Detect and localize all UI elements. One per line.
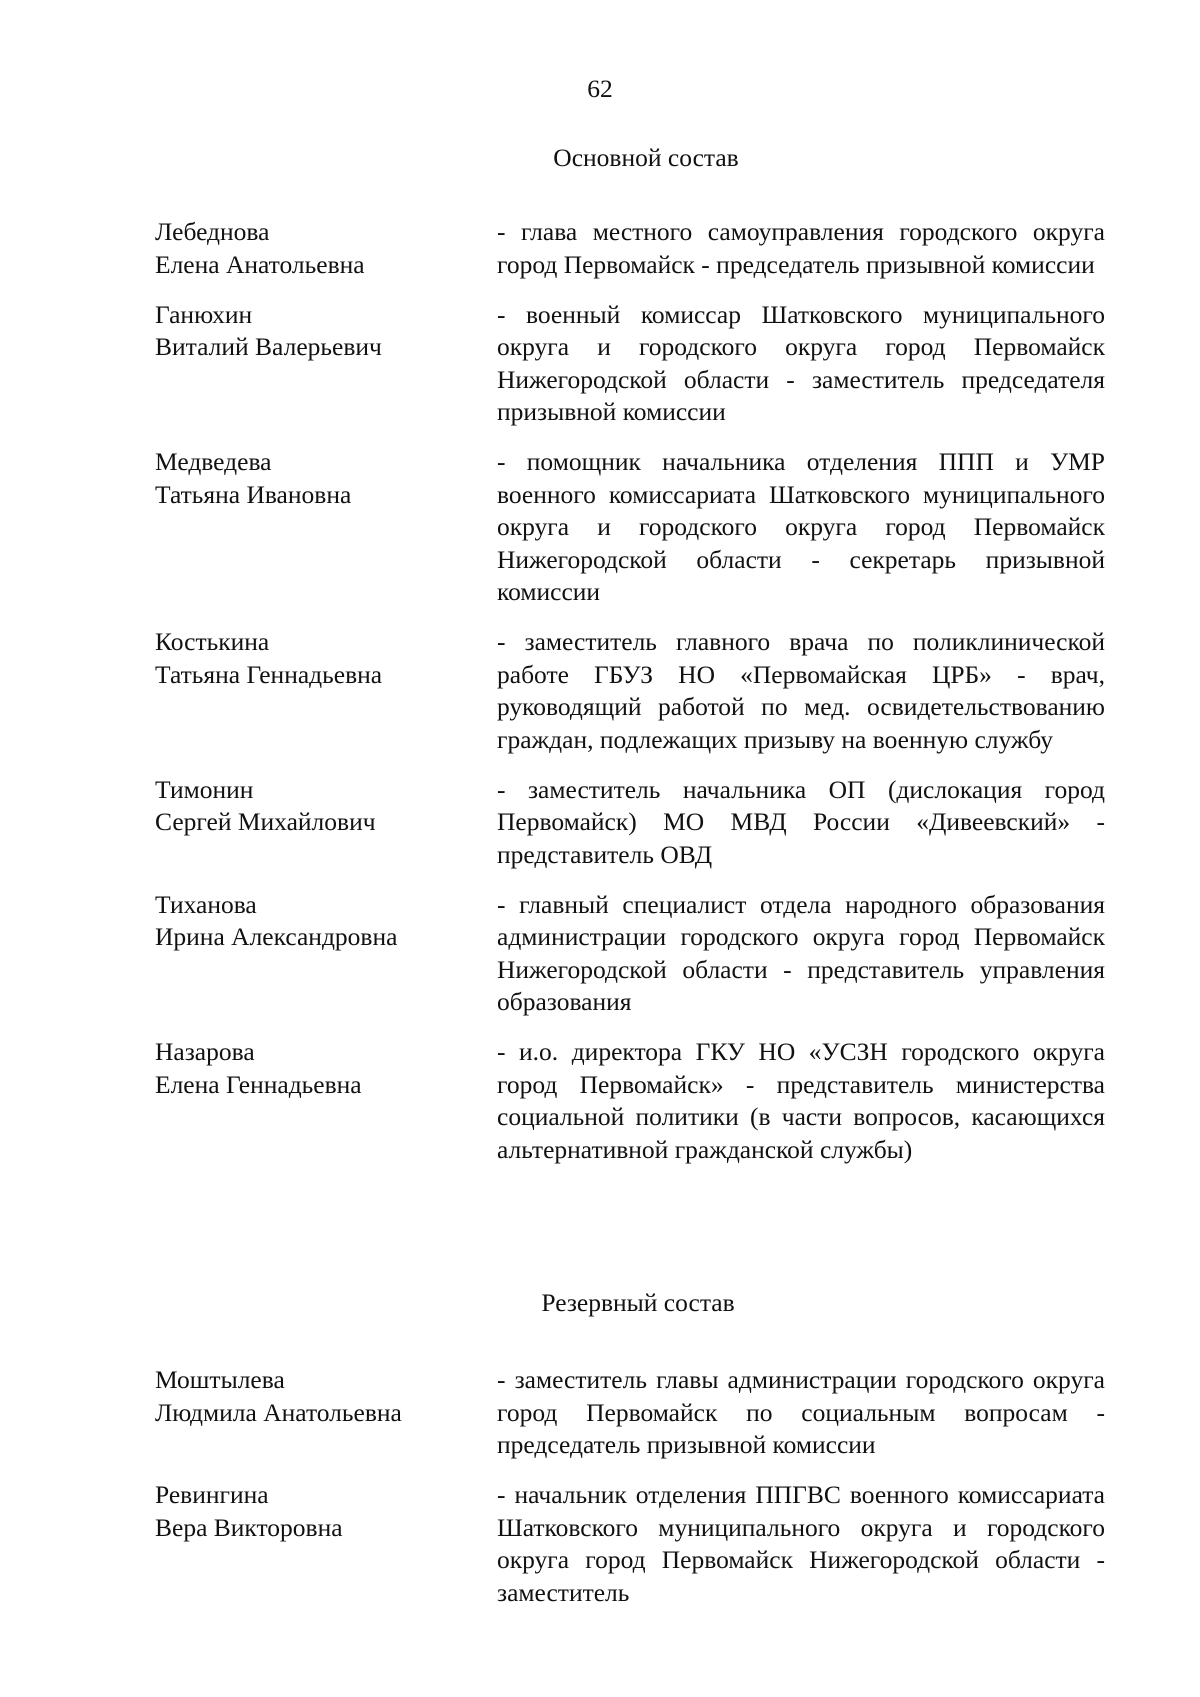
member-name (155, 216, 495, 281)
member-given-names: Виталий Валерьевич (155, 332, 382, 361)
member-role: - помощник начальника отделения ППП и УМР военного комиссариата Шатковского муниципального округа и городского округа город Первомайск Нижегородской области - секретарь призывной комиссии (497, 447, 1105, 606)
page-number: 62 (587, 74, 613, 103)
member-name (155, 1479, 495, 1609)
member-given-names: Татьяна Ивановна (155, 479, 352, 509)
member-role: - заместитель главы администрации городского округа город Первомайск по социальным вопросам - председатель призывной комиссии (497, 1365, 1105, 1459)
member-entry (155, 889, 1110, 1019)
member-entry (155, 1364, 1110, 1462)
member-role: - начальник отделения ППГВС военного комиссариата Шатковского муниципального округа и городского округа город Первомайск Нижегородской области - заместитель (497, 1480, 1105, 1607)
member-entry (155, 216, 1110, 281)
main-members-list (155, 216, 1110, 1184)
member-given-names: Ирина Александровна (155, 922, 398, 951)
member-given-names: Людмила Анатольевна (155, 1397, 402, 1427)
member-name (155, 299, 495, 429)
member-name (155, 889, 495, 1019)
member-name (155, 626, 495, 756)
member-given-names: Елена Геннадьевна (155, 1069, 362, 1099)
member-entry (155, 1036, 1110, 1166)
main-section-title: Основной состав (553, 143, 739, 172)
member-name (155, 1364, 495, 1462)
member-name (155, 774, 495, 872)
member-given-names: Вера Викторовна (155, 1512, 343, 1542)
member-surname: Костькина (155, 627, 270, 656)
member-surname: Лебеднова (155, 217, 270, 246)
member-surname: Медведева (155, 447, 272, 476)
reserve-section-title: Резервный состав (541, 1288, 735, 1317)
member-role: - и.о. директора ГКУ НО «УСЗН городского округа город Первомайск» - представитель министерства социальной политики (в части вопросов, касающихся альтернативной гражданской службы) (497, 1037, 1105, 1164)
member-given-names: Елена Анатольевна (155, 249, 365, 279)
member-surname: Тиханова (155, 889, 257, 919)
member-surname: Назарова (155, 1037, 255, 1066)
member-surname: Тимонин (155, 774, 254, 804)
member-given-names: Сергей Михайлович (155, 807, 376, 836)
member-role: - заместитель начальника ОП (дислокация город Первомайск) МО МВД России «Дивеевский» - представитель ОВД (497, 774, 1105, 869)
member-role: - глава местного самоуправления городского округа город Первомайск - председатель призывной комиссии (497, 217, 1105, 279)
member-surname: Ганюхин (155, 299, 253, 329)
member-role: - заместитель главного врача по поликлинической работе ГБУЗ НО «Первомайская ЦРБ» - врач, руководящий работой по мед. освидетельствованию граждан, подлежащих призыву на военную службу (497, 627, 1105, 754)
member-role: - главный специалист отдела народного образования администрации городского округа город Первомайск Нижегородской области - представитель управления образования (497, 889, 1105, 1016)
member-entry (155, 774, 1110, 872)
member-given-names: Татьяна Геннадьевна (155, 659, 383, 689)
member-entry (155, 446, 1110, 609)
member-name (155, 1036, 495, 1166)
reserve-members-list (155, 1364, 1110, 1627)
member-entry (155, 1479, 1110, 1609)
member-entry (155, 626, 1110, 756)
member-entry (155, 299, 1110, 429)
member-surname: Ревингина (155, 1480, 269, 1509)
member-surname: Моштылева (155, 1365, 285, 1394)
member-role: - военный комиссар Шатковского муниципального округа и городского округа город Первомайск Нижегородской области - заместитель председателя призывной комиссии (497, 299, 1105, 426)
member-name (155, 446, 495, 609)
